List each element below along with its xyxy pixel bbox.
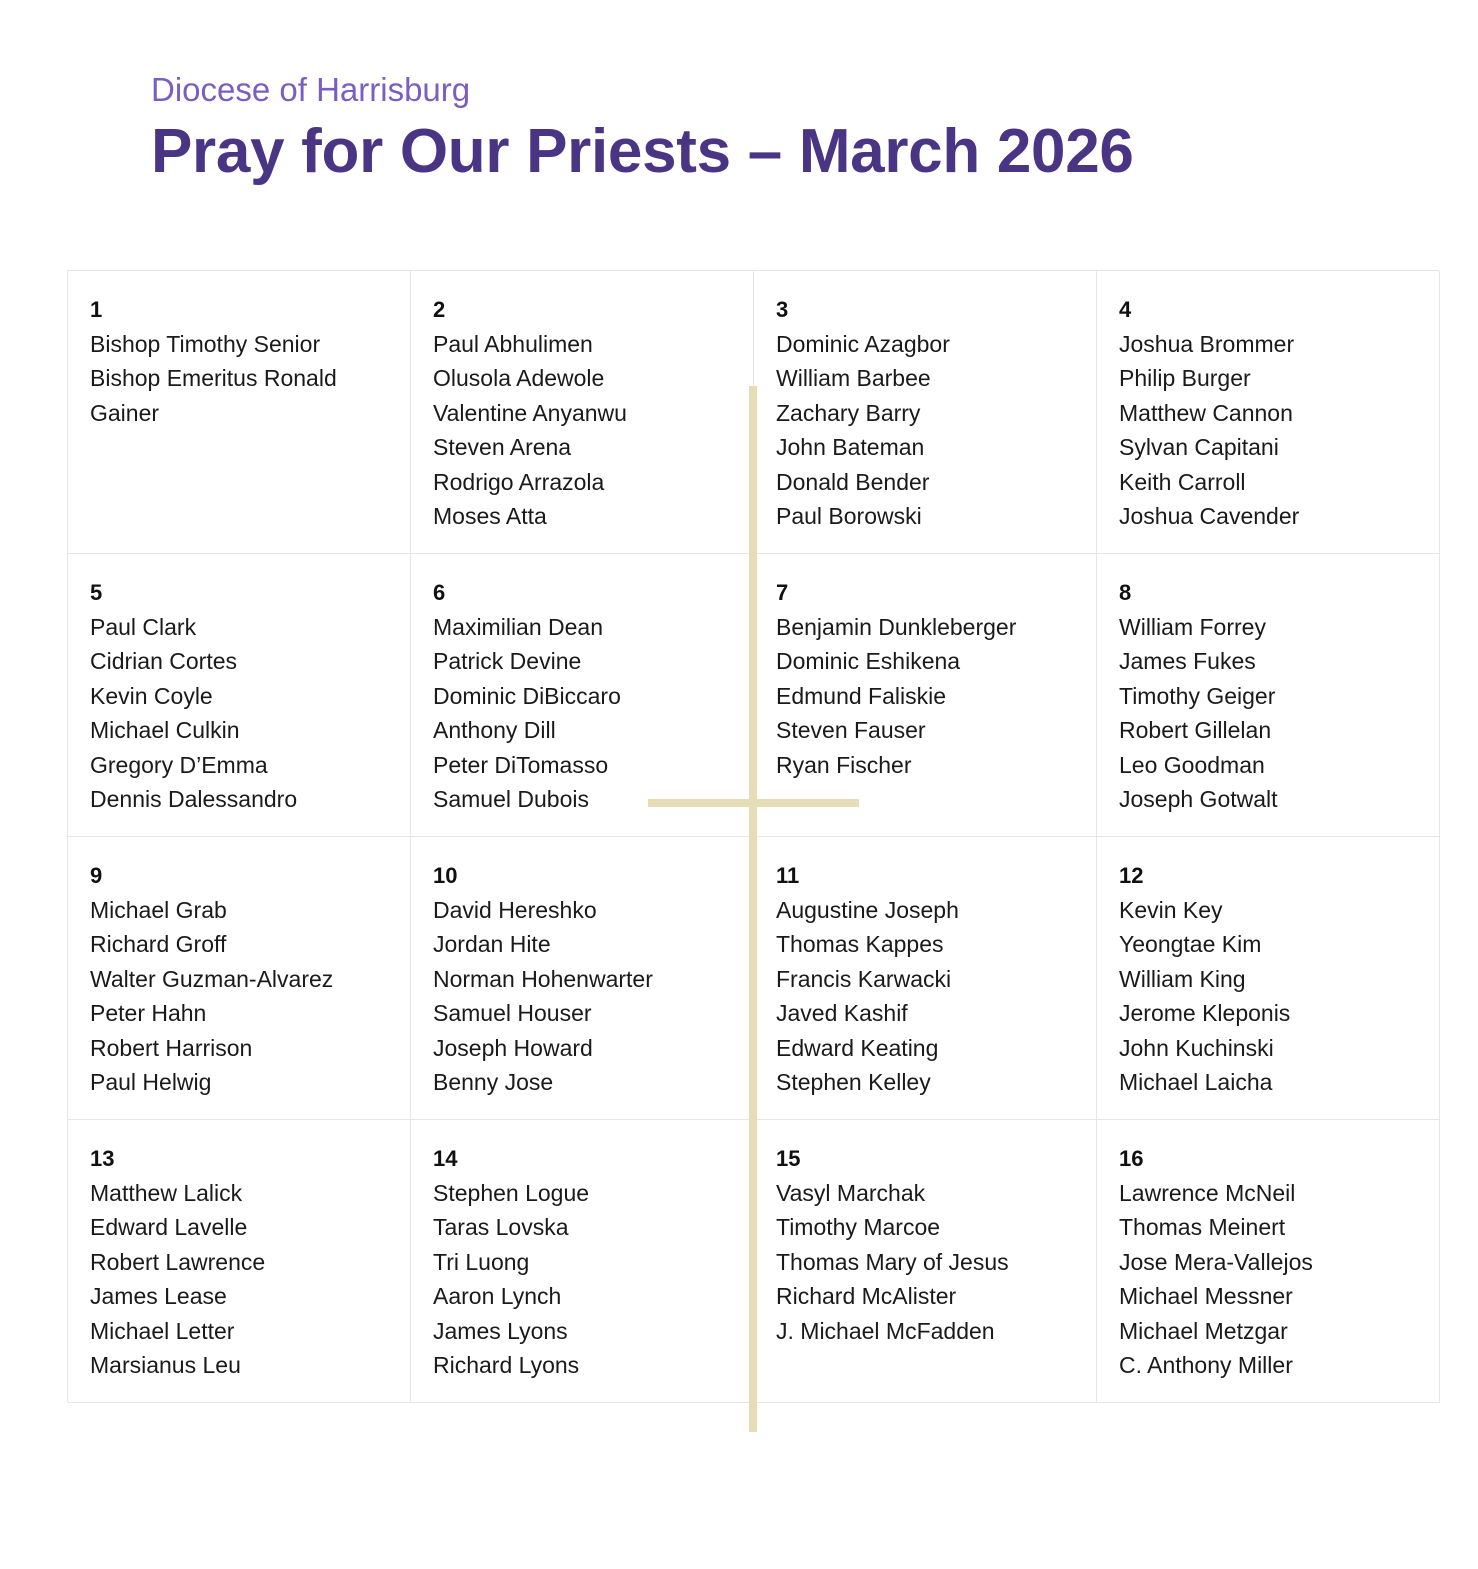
priest-name: Benjamin Dunkleberger [776,614,1017,640]
day-number: 15 [776,1146,801,1171]
priest-name-list [1119,327,1427,533]
priest-name: William Barbee [776,365,931,392]
priest-name: Walter Guzman-Alvarez [90,965,334,992]
priest-name: Steven Arena [433,434,572,461]
priest-name: David Hereshko [433,897,597,923]
day-cell [1097,271,1440,554]
day-cell [411,837,754,1120]
priest-name: Dennis Dalessandro [90,786,298,813]
priest-name: Dominic DiBiccaro [433,682,621,709]
priest-name: William Forrey [1119,614,1266,640]
priest-name-list [1119,893,1427,1099]
priest-name: Kevin Key [1119,897,1223,923]
day-number: 3 [776,297,789,322]
priest-name: J. Michael McFadden [776,1317,995,1344]
priest-name: Richard McAlister [776,1283,957,1310]
priest-name: Kevin Coyle [90,682,213,709]
priest-name: William King [1119,965,1246,992]
priest-name: Samuel Houser [433,1000,592,1027]
priest-name: Yeongtae Kim [1119,931,1262,958]
priest-name: Thomas Meinert [1119,1214,1286,1241]
priest-name-list [776,893,1084,1099]
priest-name: Joseph Gotwalt [1119,786,1278,813]
priest-name: Samuel Dubois [433,786,589,813]
priest-name-list [776,327,1084,533]
page-header [151,66,1134,190]
day-cell [1097,837,1440,1120]
priest-name-list [1119,610,1427,816]
cross-vertical-bar [749,386,757,1432]
day-cell [68,837,411,1120]
priest-name: Francis Karwacki [776,965,952,992]
day-cell [1097,1120,1440,1403]
priest-name: Tri Luong [433,1248,530,1275]
priest-name: John Bateman [776,434,925,461]
priest-name: Joshua Cavender [1119,503,1300,530]
priest-name: Taras Lovska [433,1214,569,1241]
day-number: 6 [433,580,446,605]
priest-name: Peter DiTomasso [433,751,609,778]
priest-name: Robert Gillelan [1119,717,1272,744]
priest-name: Richard Lyons [433,1352,580,1379]
priest-name-list [1119,1176,1427,1382]
priest-name-list [776,1176,1084,1348]
priest-name: Paul Abhulimen [433,331,593,357]
priest-name: Anthony Dill [433,717,556,744]
priest-name: Robert Lawrence [90,1248,266,1275]
priest-name-list [90,1176,398,1382]
priest-name: Norman Hohenwarter [433,965,653,992]
priest-name: James Lease [90,1283,227,1310]
day-number: 11 [776,863,800,888]
priest-name: Edward Lavelle [90,1214,248,1241]
priest-name: Gregory D’Emma [90,751,268,778]
day-cell [411,1120,754,1403]
priest-name: Maximilian Dean [433,614,604,640]
priest-name-list [90,610,398,816]
day-number: 8 [1119,580,1132,605]
day-cell [1097,554,1440,837]
priest-name: James Fukes [1119,648,1256,675]
day-number: 7 [776,580,789,605]
priest-name: Joseph Howard [433,1034,593,1061]
priest-name: Paul Helwig [90,1069,212,1096]
priest-name: James Lyons [433,1317,568,1344]
priest-name: Peter Hahn [90,1000,207,1027]
day-number: 2 [433,297,446,322]
priest-name: Michael Metzgar [1119,1317,1288,1344]
priest-name: Joshua Brommer [1119,331,1295,357]
day-cell [68,271,411,554]
priest-name: Lawrence McNeil [1119,1180,1296,1206]
priest-name: Bishop Timothy Senior [90,331,321,357]
day-number: 14 [433,1146,458,1171]
day-number: 4 [1119,297,1132,322]
day-number: 9 [90,863,103,888]
priest-name: Edward Keating [776,1034,939,1061]
priest-name: Stephen Kelley [776,1069,931,1096]
priest-name: Stephen Logue [433,1180,590,1206]
day-number: 13 [90,1146,115,1171]
priest-name: Sylvan Capitani [1119,434,1279,461]
priest-name: Zachary Barry [776,399,921,426]
day-cell [754,271,1097,554]
day-number: 5 [90,580,103,605]
day-number: 1 [90,297,103,322]
priest-name: C. Anthony Miller [1119,1352,1293,1379]
priest-name: Paul Borowski [776,503,922,530]
priest-name: Richard Groff [90,931,227,958]
priest-name: Donald Bender [776,468,930,495]
day-number: 16 [1119,1146,1144,1171]
priest-name: John Kuchinski [1119,1034,1274,1061]
priest-name: Philip Burger [1119,365,1251,392]
priest-name: Matthew Lalick [90,1180,243,1206]
day-cell [411,271,754,554]
priest-name: Patrick Devine [433,648,582,675]
priest-name-list [433,327,741,533]
priest-name: Michael Letter [90,1317,235,1344]
day-cell [68,1120,411,1403]
priest-name: Michael Culkin [90,717,240,744]
priest-name: Vasyl Marchak [776,1180,926,1206]
cross-horizontal-bar [648,799,859,807]
priest-name-list [433,610,741,816]
day-cell [68,554,411,837]
priest-name: Timothy Marcoe [776,1214,941,1241]
priest-name: Jerome Kleponis [1119,1000,1291,1027]
priest-name: Paul Clark [90,614,197,640]
priest-name-list [776,610,1084,782]
priest-name: Jordan Hite [433,931,551,958]
priest-name: Benny Jose [433,1069,554,1096]
day-cell [754,837,1097,1120]
priest-name: Valentine Anyanwu [433,399,627,426]
priest-name-list [90,327,398,430]
priest-name-list [433,1176,741,1382]
priest-name: Steven Fauser [776,717,926,744]
priest-name: Javed Kashif [776,1000,908,1027]
priest-name: Michael Grab [90,897,227,923]
priest-name: Marsianus Leu [90,1352,241,1379]
priest-name: Robert Harrison [90,1034,253,1061]
priest-name: Michael Laicha [1119,1069,1273,1096]
day-number: 10 [433,863,458,888]
priest-name: Michael Messner [1119,1283,1293,1310]
priest-name: Jose Mera-Vallejos [1119,1248,1313,1275]
priest-name: Aaron Lynch [433,1283,562,1310]
priest-name: Cidrian Cortes [90,648,237,675]
priest-name: Keith Carroll [1119,468,1246,495]
priest-name: Dominic Eshikena [776,648,961,675]
priest-name-list [90,893,398,1099]
priest-name: Edmund Faliskie [776,682,947,709]
priest-name: Thomas Kappes [776,931,944,958]
priest-name: Olusola Adewole [433,365,605,392]
day-number: 12 [1119,863,1144,888]
priest-name: Leo Goodman [1119,751,1265,778]
priest-name: Matthew Cannon [1119,399,1293,426]
day-cell [411,554,754,837]
priest-name: Dominic Azagbor [776,331,950,357]
page-title: Pray for Our Priests – March 2026 [151,117,1134,186]
day-cell [754,1120,1097,1403]
day-cell [754,554,1097,837]
priest-name: Ryan Fischer [776,751,912,778]
priest-name: Bishop Emeritus Ronald Gainer [90,365,337,426]
priest-name-list [433,893,741,1099]
priest-name: Timothy Geiger [1119,682,1276,709]
diocese-name: Diocese of Harrisburg [151,71,471,108]
priest-name: Thomas Mary of Jesus [776,1248,1009,1275]
priest-name: Augustine Joseph [776,897,959,923]
priest-name: Moses Atta [433,503,547,530]
priest-name: Rodrigo Arrazola [433,468,605,495]
